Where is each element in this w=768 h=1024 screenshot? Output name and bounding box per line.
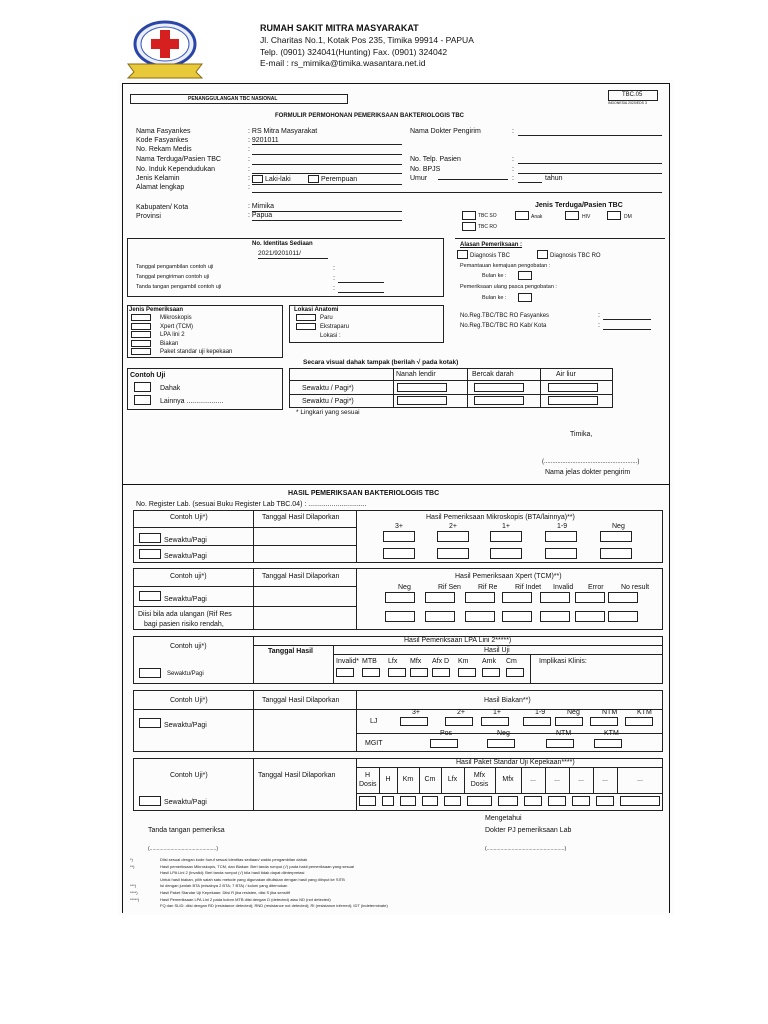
lpa-hasil-uji: Hasil Uji: [484, 647, 510, 654]
noreg-kab-label: No.Reg.TBC/TBC RO Kab/ Kota: [460, 323, 547, 329]
mikro-col-header: 1+: [502, 523, 510, 530]
jenis-pemeriksaan-item: LPA lini 2: [160, 332, 185, 338]
tgl-kirim-field[interactable]: [338, 282, 384, 283]
mikro-result-box[interactable]: [490, 548, 522, 559]
paket-contoh-uji: Contoh Uji*): [170, 772, 208, 779]
paket-col-divider: [569, 767, 570, 793]
bercak-box-2[interactable]: [474, 396, 524, 405]
lpa-result-box[interactable]: [506, 668, 524, 677]
no-rekam-label: No. Rekam Medis: [136, 146, 192, 153]
paket-col-header: Mfx: [473, 772, 486, 779]
alamat-label: Alamat lengkap: [136, 184, 185, 191]
ttd-ambil-field[interactable]: [338, 292, 384, 293]
footnote-text: Diisi sesuai dengan kode huruf sesuai identitas sediaan/ waktu pengambilan dahak: [160, 857, 308, 862]
nama-fasyankes-value[interactable]: : RS Mitra Masyarakat: [248, 128, 318, 135]
xpert-result-box[interactable]: [575, 611, 605, 622]
lpa-sewaktu-checkbox[interactable]: [139, 668, 161, 678]
kode-fasyankes-label: Kode Fasyankes: [136, 137, 189, 144]
lpa-col-header: MTB: [362, 658, 377, 665]
lpa-col-header: Invalid*: [336, 658, 359, 665]
hospital-logo: [122, 20, 208, 82]
mgit-result-box[interactable]: [546, 739, 574, 748]
paket-col-header: Cm: [424, 776, 436, 783]
lpa-col-header: Amk: [482, 658, 496, 665]
xpert-result-box[interactable]: [425, 592, 455, 603]
nanah-box-2[interactable]: [397, 396, 447, 405]
hospital-address: Jl. Charitas No.1, Kotak Pos 235, Timika 99914 - PAPUA: [260, 35, 474, 45]
xpert-sewaktu: Sewaktu/Pagi: [164, 596, 207, 603]
xpert-col-header: Invalid: [553, 584, 574, 591]
lj-result-box[interactable]: [523, 717, 551, 726]
dokter-field[interactable]: [518, 135, 662, 136]
pemantauan-label: Pemantauan kemajuan pengobatan :: [460, 263, 551, 269]
mikro-contoh-uji: Contoh Uji*): [170, 514, 208, 521]
paket-col-header: ...: [637, 776, 643, 783]
tgl-kirim-label: Tanggal pengiriman contoh uji: [136, 274, 210, 280]
xpert-result-box[interactable]: [502, 611, 532, 622]
bulan-ke-2-label: Bulan ke :: [482, 295, 507, 301]
paket-result-box[interactable]: [498, 796, 518, 806]
mgit-col-header: Pos: [440, 730, 453, 737]
mikro-col-header: 1-9: [557, 523, 568, 530]
lj-col-header: 1+: [493, 709, 501, 716]
mgit-col-header: KTM: [604, 730, 619, 737]
kode-fasyankes-value[interactable]: : 9201011: [248, 137, 279, 144]
lainnya-checkbox[interactable]: [134, 395, 151, 405]
paket-result-box[interactable]: [444, 796, 461, 806]
laki-label: Laki-laki: [265, 176, 291, 183]
paket-col-header: H: [364, 772, 371, 779]
paket-col-header: Km: [402, 776, 414, 783]
tbc-so-label: TBC SO: [478, 213, 497, 219]
paket-col-divider: [397, 767, 398, 793]
footnote-text: Untuk hasil biakan, pilih salah satu metode yang digunakan dituliskan dengan hasil yang diinput ke SITB: [160, 876, 345, 882]
mikro-result-box[interactable]: [600, 548, 632, 559]
mikro-result-box[interactable]: [383, 548, 415, 559]
form-code: TBC.05: [622, 92, 643, 98]
jenis-pemeriksaan-checkbox[interactable]: [131, 348, 151, 355]
kabupaten-value[interactable]: : Mimika: [248, 203, 275, 210]
xpert-sewaktu-checkbox[interactable]: [139, 591, 161, 601]
xpert-result-box[interactable]: [502, 592, 532, 603]
hospital-email: E-mail : rs_mimika@timika.wasantara.net.id: [260, 58, 426, 68]
lpa-result-box[interactable]: [458, 668, 476, 677]
jenis-pemeriksaan-checkbox[interactable]: [131, 323, 151, 330]
lpa-col-header: Afx D: [432, 658, 450, 665]
dokter-pj-line[interactable]: (........................................................): [485, 846, 567, 852]
paket-col-divider: [419, 767, 420, 793]
xpert-result-box[interactable]: [465, 611, 495, 622]
mgit-col-header: NTM: [556, 730, 572, 737]
form-code-sub: INDONESIA 2020/EDS 3: [608, 101, 647, 105]
nama-terduga-label: Nama Terduga/Pasien TBC: [136, 156, 221, 163]
lpa-result-box[interactable]: [482, 668, 500, 677]
bpjs-label: No. BPJS: [410, 166, 441, 173]
paket-col-divider: [521, 767, 522, 793]
xpert-col-header: Rif Re: [478, 584, 498, 591]
lj-result-box[interactable]: [400, 717, 428, 726]
xpert-result-box[interactable]: [608, 611, 638, 622]
perempuan-label: Perempuan: [321, 176, 358, 183]
paket-col-divider: [441, 767, 442, 793]
form-title: FORMULIR PERMOHONAN PEMERIKSAAN BAKTERIOLOGIS TBC: [275, 113, 464, 119]
mikro-result-box[interactable]: [545, 548, 577, 559]
footnote-mark: ****): [130, 890, 138, 895]
paket-col-divider: [464, 767, 465, 793]
xpert-col-header: No result: [621, 584, 650, 591]
lpa-implikasi: Implikasi Klinis:: [539, 658, 587, 665]
mikro-result-box[interactable]: [545, 531, 577, 542]
paket-title: Hasil Paket Standar Uji Kepekaan****): [456, 759, 575, 766]
mikro-result-box[interactable]: [600, 531, 632, 542]
anak-label: Anak: [531, 214, 543, 220]
hospital-name: RUMAH SAKIT MITRA MASYARAKAT: [260, 23, 419, 33]
ttd-pemeriksa-line[interactable]: (................................................): [148, 846, 219, 852]
paket-sewaktu-checkbox[interactable]: [139, 796, 161, 806]
diisi-note-2: bagi pasien risiko rendah,: [144, 621, 224, 628]
paket-col-divider: [495, 767, 496, 793]
jenis-pemeriksaan-item: Biakan: [160, 340, 179, 347]
xpert-title: Hasil Pemeriksaan Xpert (TCM)**): [455, 573, 562, 580]
lj-col-header: 3+: [412, 709, 420, 716]
paket-col-divider: [593, 767, 594, 793]
bulan-ke-2-box[interactable]: [518, 293, 532, 302]
mikro-title: Hasil Pemeriksaan Mikroskopis (BTA/lainnya)**): [426, 514, 575, 521]
paket-result-box[interactable]: [467, 796, 492, 806]
xpert-result-box[interactable]: [575, 592, 605, 603]
lj-result-box[interactable]: [590, 717, 618, 726]
lpa-col-header: Mfx: [410, 658, 422, 665]
mikro-col-header: 3+: [395, 523, 403, 530]
biakan-contoh-uji: Contoh Uji*): [170, 697, 208, 704]
xpert-tgl-hasil: Tanggal Hasil Dilaporkan: [262, 573, 340, 580]
paket-col-divider: [356, 767, 357, 793]
mgit-result-box[interactable]: [594, 739, 622, 748]
paket-sewaktu: Sewaktu/Pagi: [164, 799, 207, 806]
footnote-mark: ***): [130, 883, 137, 889]
lj-col-header: 1-9: [535, 709, 546, 716]
mengetahui-label: Mengetahui: [485, 815, 522, 822]
jenis-terduga-title: Jenis Terduga/Pasien TBC: [535, 202, 623, 209]
sewaktu-row-2: Sewaktu / Pagi*): [302, 398, 354, 405]
dahak-label: Dahak: [160, 385, 181, 392]
lj-result-box[interactable]: [481, 717, 509, 726]
lpa-result-box[interactable]: [432, 668, 450, 677]
register-label: No. Register Lab. (sesuai Buku Register Lab TBC.04) : ..............................: [136, 501, 367, 508]
paket-tgl-hasil: Tanggal Hasil Dilaporkan: [258, 772, 336, 779]
mikro-result-box[interactable]: [437, 531, 469, 542]
biakan-sewaktu: Sewaktu/Pagi: [164, 722, 207, 729]
telp-label: No. Telp. Pasien: [410, 156, 461, 163]
footnote-text: Hasil pemeriksaan Mikroskopis, TCM, dan Biakan: Beri tanda rumput (√) pada hasil pemeriksaan yang sesuai: [160, 863, 354, 869]
sewaktu-row-1: Sewaktu / Pagi*): [302, 385, 354, 392]
ttd-pemeriksa-label: Tanda tangan pemeriksa: [148, 827, 225, 834]
biakan-lj: LJ: [370, 718, 378, 725]
paket-result-box[interactable]: [422, 796, 438, 806]
lokasi-label: Lokasi :: [320, 333, 341, 339]
dm-checkbox[interactable]: [607, 211, 621, 220]
footnote-text: Hasil Paket Standar Uji Kepekaan: Diisi R jika resisten, diisi S jika sensitif: [160, 890, 290, 895]
footnote-mark: *****): [130, 896, 140, 902]
jenis-pemeriksaan-checkbox[interactable]: [131, 340, 151, 347]
telp-field[interactable]: [518, 163, 662, 164]
paket-col-divider: [545, 767, 546, 793]
paket-result-box[interactable]: [596, 796, 614, 806]
lpa-title: Hasil Pemeriksaan LPA Lini 2*****): [404, 637, 512, 644]
ekstraparu-checkbox[interactable]: [296, 323, 316, 330]
xpert-col-header: Rif Indet: [515, 584, 542, 591]
dahak-checkbox[interactable]: [134, 382, 151, 392]
xpert-col-header: Error: [588, 584, 604, 591]
tbc-ro-checkbox[interactable]: [462, 222, 476, 231]
footnote-mark: *): [130, 857, 133, 862]
jenis-pemeriksaan-item: Xpert (TCM): [160, 323, 193, 330]
timika-label: Timika,: [570, 431, 593, 438]
provinsi-value[interactable]: : Papua: [248, 212, 273, 219]
paket-result-box[interactable]: [382, 796, 394, 806]
paket-col-header: Lfx: [447, 776, 458, 783]
jenis-pemeriksaan-item: Mikroskopis: [160, 315, 192, 321]
contoh-uji-title: Contoh Uji: [130, 372, 166, 379]
lj-col-header: NTM: [602, 709, 618, 716]
lokasi-title: Lokasi Anatomi: [294, 307, 339, 313]
jenis-pemeriksaan-item: Paket standar uji kepekaan: [160, 349, 233, 355]
paket-col-header: ...: [602, 776, 608, 783]
xpert-result-box[interactable]: [465, 592, 495, 603]
ekstraparu-label: Ekstraparu: [320, 324, 350, 330]
mikro-result-box[interactable]: [383, 531, 415, 542]
biakan-mgit: MGIT: [365, 740, 383, 747]
mikro-result-box[interactable]: [490, 531, 522, 542]
paket-result-box[interactable]: [400, 796, 416, 806]
lpa-result-box[interactable]: [362, 668, 380, 677]
noreg-kab-field[interactable]: [603, 329, 651, 330]
xpert-col-header: Rif Sen: [438, 584, 461, 591]
air-box-2[interactable]: [548, 396, 598, 405]
paket-col-header: Dosis: [359, 781, 377, 788]
paket-col-header: H: [385, 776, 391, 783]
lpa-result-box[interactable]: [388, 668, 406, 677]
diagnosis-tbc-ro-label: Diagnosis TBC RO: [550, 253, 601, 259]
provinsi-label: Provinsi: [136, 213, 161, 220]
bulan-ke-1-label: Bulan ke :: [482, 273, 507, 279]
program-label: PENANGGULANGAN TBC NASIONAL: [188, 96, 278, 102]
mikro-tgl-hasil: Tanggal Hasil Dilaporkan: [262, 514, 340, 521]
biakan-sewaktu-checkbox[interactable]: [139, 718, 161, 728]
no-identitas-title: No. Identitas Sediaan: [252, 241, 313, 247]
bercak-box-1[interactable]: [474, 383, 524, 392]
dokter-pj-label: Dokter PJ pemeriksaan Lab: [485, 827, 572, 834]
mikro-col-header: 2+: [449, 523, 457, 530]
noreg-fasyankes-field[interactable]: [603, 319, 651, 320]
noreg-fasyankes-label: No.Reg.TBC/TBC RO Fasyankes: [460, 313, 550, 319]
laki-checkbox[interactable]: [252, 175, 263, 183]
mgit-col-header: Neg: [497, 730, 510, 737]
hiv-checkbox[interactable]: [565, 211, 579, 220]
paket-col-header: Mfx: [502, 776, 514, 783]
perempuan-checkbox[interactable]: [308, 175, 319, 183]
mikro-sewaktu-2: Sewaktu/Pagi: [164, 553, 207, 560]
paket-result-box[interactable]: [524, 796, 542, 806]
paru-checkbox[interactable]: [296, 314, 316, 321]
ulang-label: Pemeriksaan ulang pasca pengobatan :: [460, 284, 557, 290]
results-title: HASIL PEMERIKSAAN BAKTERIOLOGIS TBC: [288, 490, 440, 497]
lingkari-note: * Lingkari yang sesuai: [296, 409, 360, 416]
tgl-ambil-label: Tanggal pengambilan contoh uji: [136, 264, 214, 270]
xpert-result-box[interactable]: [540, 611, 570, 622]
lpa-col-header: Km: [458, 658, 469, 665]
diagnosis-tbc-label: Diagnosis TBC: [470, 253, 510, 259]
umur-label: Umur: [410, 175, 428, 182]
nama-fasyankes-label: Nama Fasyankes: [136, 128, 191, 135]
anak-checkbox[interactable]: [515, 211, 529, 220]
kabupaten-label: Kabupaten/ Kota: [136, 204, 189, 211]
jenis-pemeriksaan-checkbox[interactable]: [131, 331, 151, 338]
nik-label: No. Induk Kependudukan: [136, 166, 216, 173]
paket-col-header: ...: [530, 776, 536, 783]
ttd-ambil-label: Tanda tangan pengambil contoh uji: [136, 284, 222, 290]
paru-label: Paru: [320, 315, 333, 321]
mgit-result-box[interactable]: [487, 739, 515, 748]
lpa-contoh-uji: Contoh uji*): [170, 643, 207, 650]
paket-result-box[interactable]: [548, 796, 566, 806]
visual-title: Secara visual dahak tampak (berilah √ pada kotak): [303, 359, 459, 366]
hiv-label: HIV: [582, 214, 591, 220]
jenis-kelamin-label: Jenis Kelamin: [136, 175, 180, 182]
lpa-result-box[interactable]: [410, 668, 428, 677]
nanah-col: Nanah lendir: [396, 371, 436, 378]
lpa-col-header: Cm: [506, 658, 517, 665]
dokter-sign-line[interactable]: (........................................................): [542, 459, 640, 465]
lainnya-label: Lainnya ...................: [160, 398, 224, 405]
xpert-result-box[interactable]: [540, 592, 570, 603]
lj-result-box[interactable]: [625, 717, 653, 726]
paket-result-box[interactable]: [620, 796, 660, 806]
alasan-title: Alasan Pemeriksaan :: [460, 242, 523, 248]
biakan-tgl-hasil: Tanggal Hasil Dilaporkan: [262, 697, 340, 704]
diisi-note-1: Diisi bila ada ulangan (Rif Res: [138, 611, 232, 618]
mikro-sewaktu-1-checkbox[interactable]: [139, 533, 161, 543]
xpert-contoh-uji: Contoh uji*): [170, 573, 207, 580]
xpert-col-header: Neg: [398, 584, 411, 591]
lpa-tgl-hasil: Tanggal Hasil: [268, 648, 313, 655]
lpa-sewaktu: Sewaktu/Pagi: [167, 671, 204, 677]
footnote-text: Hasil LPA Lini 2 (Invalid): Beri tanda rumput (√) bila hasil tidak dapat diinterpretasi: [160, 870, 305, 876]
lpa-col-header: Lfx: [388, 658, 398, 665]
bpjs-field[interactable]: [518, 173, 662, 174]
tbc-so-checkbox[interactable]: [462, 211, 476, 220]
dm-label: DM: [624, 214, 632, 220]
tahun-label: tahun: [545, 175, 563, 182]
xpert-result-box[interactable]: [385, 592, 415, 603]
xpert-result-box[interactable]: [425, 611, 455, 622]
paket-col-divider: [379, 767, 380, 793]
no-identitas-value[interactable]: 2021/9201011/: [258, 250, 301, 257]
lj-col-header: 2+: [457, 709, 465, 716]
mikro-col-header: Neg: [612, 523, 625, 530]
nanah-box-1[interactable]: [397, 383, 447, 392]
biakan-table: [133, 690, 663, 752]
mikro-result-box[interactable]: [437, 548, 469, 559]
paket-col-divider: [617, 767, 618, 793]
footnote-mark: **): [130, 863, 135, 869]
lj-col-header: Neg: [567, 709, 580, 716]
nama-dokter-label: Nama jelas dokter pengirim: [545, 469, 631, 476]
paket-col-header: ...: [578, 776, 584, 783]
lpa-result-box[interactable]: [336, 668, 354, 677]
bulan-ke-1-box[interactable]: [518, 271, 532, 280]
mikro-sewaktu-1: Sewaktu/Pagi: [164, 537, 207, 544]
diagnosis-tbc-ro-checkbox[interactable]: [537, 250, 548, 259]
mikro-sewaktu-2-checkbox[interactable]: [139, 549, 161, 559]
umur-field[interactable]: [518, 182, 542, 183]
xpert-result-box[interactable]: [608, 592, 638, 603]
paket-result-box[interactable]: [359, 796, 376, 806]
bercak-col: Bercak darah: [472, 371, 514, 378]
tbc-ro-label: TBC RO: [478, 224, 497, 230]
xpert-result-box[interactable]: [385, 611, 415, 622]
jenis-pemeriksaan-title: Jenis Pemeriksaan: [129, 307, 184, 313]
lj-col-header: KTM: [637, 709, 652, 716]
diagnosis-tbc-checkbox[interactable]: [457, 250, 468, 259]
mgit-result-box[interactable]: [430, 739, 458, 748]
footnote-text: Isi dengan jumlah BTA (misalnya 2 BTA; 7 BTA) / koloni yang ditemukan: [160, 883, 288, 889]
air-box-1[interactable]: [548, 383, 598, 392]
hospital-phone: Telp. (0901) 324041(Hunting) Fax. (0901) 324042: [260, 47, 448, 57]
footnote-text: FQ dan SLID: diisi dengan RD (resistance detected); RND (resistance not detected); RI (resistance inferred); IDT (indeterminate): [160, 903, 388, 909]
paket-result-box[interactable]: [572, 796, 590, 806]
footnote-text: Hasil Pemeriksaan LPA Lini 2 pada kolom MTB diisi dengan D (detected) atau ND (not detected): [160, 896, 331, 902]
paket-col-header: Dosis: [470, 781, 489, 788]
dokter-label: Nama Dokter Pengirim: [410, 128, 481, 135]
lj-result-box[interactable]: [555, 717, 583, 726]
paket-col-header: ...: [554, 776, 560, 783]
air-col: Air liur: [556, 371, 576, 378]
jenis-pemeriksaan-checkbox[interactable]: [131, 314, 151, 321]
biakan-title: Hasil Biakan**): [484, 697, 531, 704]
lj-result-box[interactable]: [445, 717, 473, 726]
